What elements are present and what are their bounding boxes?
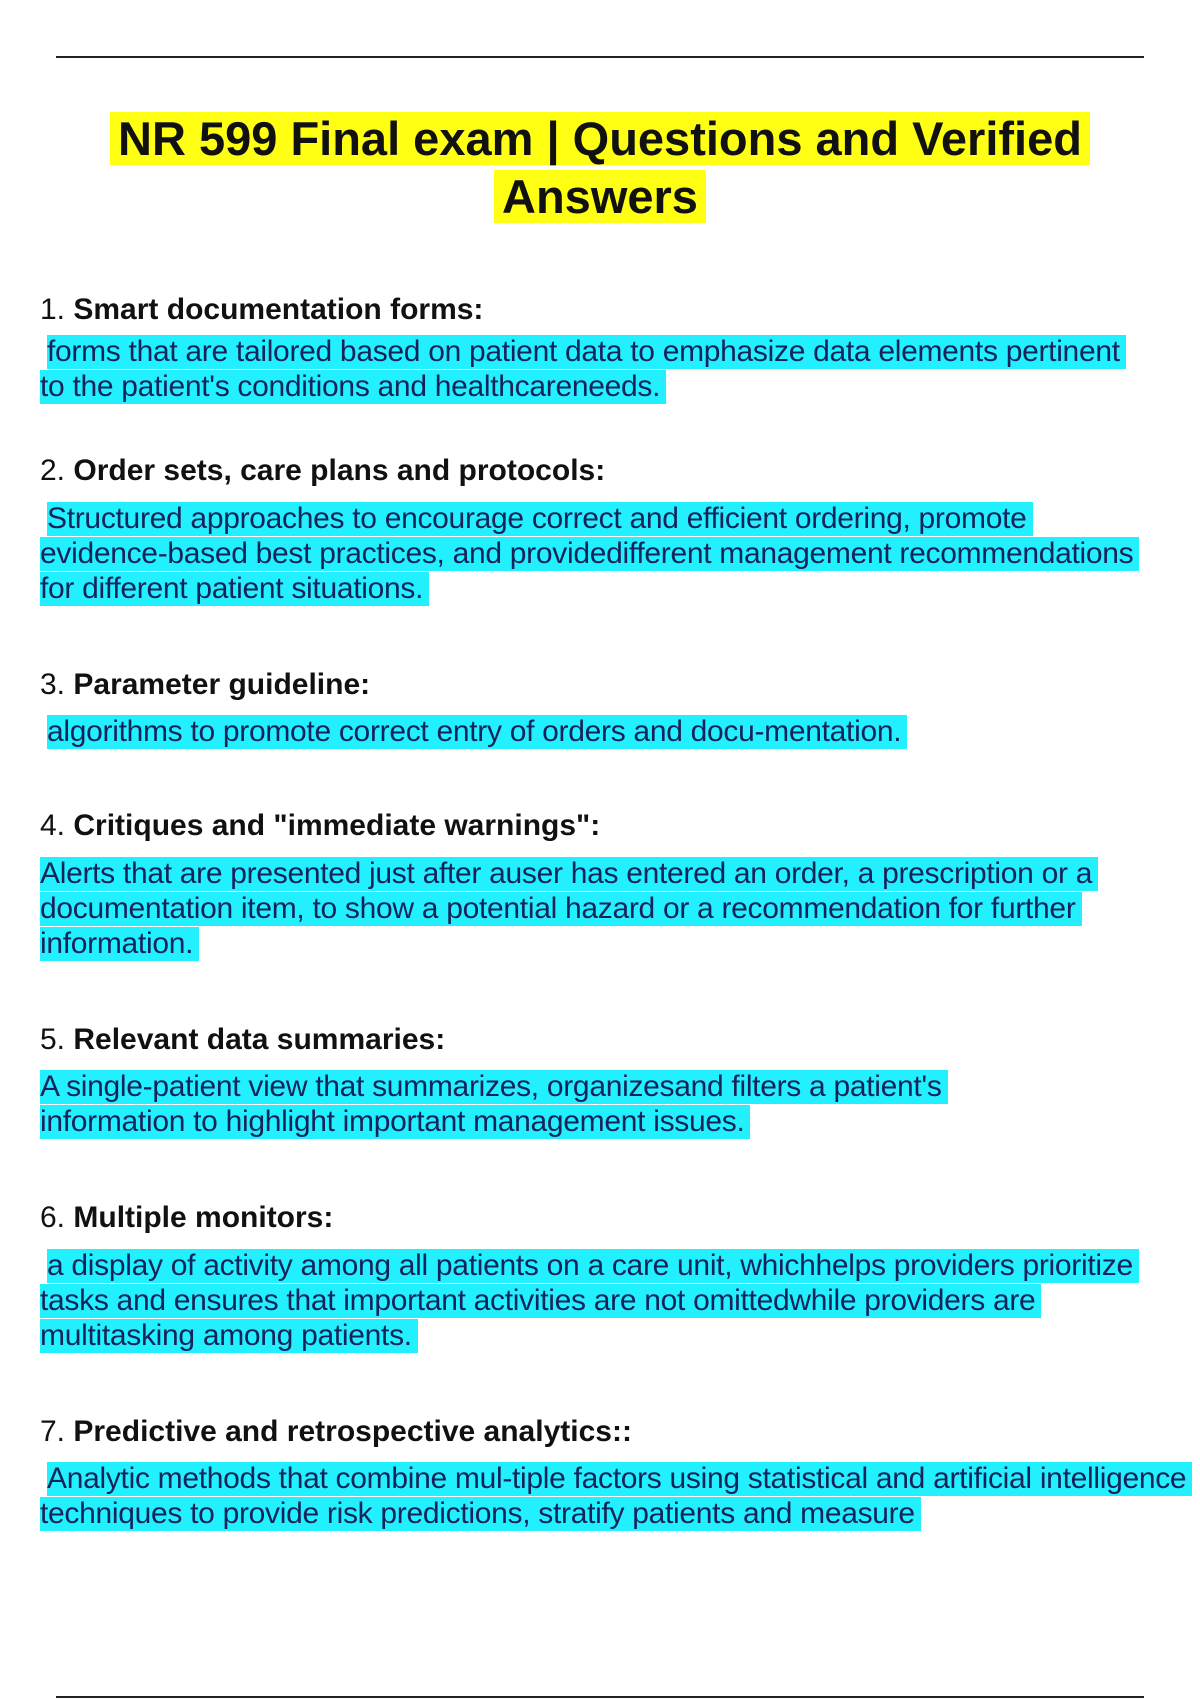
answer-highlight: algorithms to promote correct entry of orders and docu-mentation. xyxy=(47,715,907,749)
top-rule xyxy=(56,56,1144,58)
question-6 xyxy=(40,1200,1190,1236)
question-number: 4. xyxy=(40,809,66,842)
qa-item-6 xyxy=(40,1200,1190,1353)
qa-item-2 xyxy=(40,453,1190,606)
answer-highlight: Alerts that are presented just after auser has entered an order, a prescription or a documentation item, to show a potential hazard or a recommendation for further information. xyxy=(40,857,1098,961)
answer-1 xyxy=(40,334,1120,404)
question-text: Multiple monitors: xyxy=(73,1201,334,1234)
qa-item-7 xyxy=(40,1414,1190,1531)
qa-item-4 xyxy=(40,808,1190,961)
document-title xyxy=(40,110,1160,226)
question-number: 7. xyxy=(40,1415,66,1448)
answer-6 xyxy=(40,1248,1190,1353)
answer-7 xyxy=(40,1461,1190,1531)
title-highlight: NR 599 Final exam | Questions and Verified Answers xyxy=(110,112,1090,223)
question-text: Predictive and retrospective analytics:: xyxy=(73,1415,632,1448)
answer-5 xyxy=(40,1069,1080,1139)
answer-3 xyxy=(40,714,1140,749)
bottom-rule xyxy=(56,1696,1144,1698)
answer-4 xyxy=(40,856,1190,961)
question-number: 3. xyxy=(40,668,66,701)
question-number: 1. xyxy=(40,293,66,326)
question-1 xyxy=(40,292,1190,328)
qa-item-3 xyxy=(40,667,1190,749)
qa-item-1 xyxy=(40,292,1190,404)
answer-highlight: A single-patient view that summarizes, organizesand filters a patient's information to highlight important management issues. xyxy=(40,1070,948,1139)
answer-highlight: Analytic methods that combine mul-tiple factors using statistical and artificial intelligence techniques to provide risk predictions, stratify patients and measure xyxy=(40,1462,1192,1531)
question-7 xyxy=(40,1414,1190,1450)
question-number: 6. xyxy=(40,1201,66,1234)
question-number: 5. xyxy=(40,1023,66,1056)
answer-2 xyxy=(40,501,1150,606)
question-number: 2. xyxy=(40,454,66,487)
question-text: Parameter guideline: xyxy=(73,668,371,701)
question-2 xyxy=(40,453,1190,489)
question-text: Critiques and "immediate warnings": xyxy=(73,809,601,842)
question-4 xyxy=(40,808,1190,844)
answer-highlight: forms that are tailored based on patient data to emphasize data elements pertinent to the patient's conditions and healthcareneeds. xyxy=(40,335,1126,404)
question-text: Smart documentation forms: xyxy=(73,293,484,326)
question-text: Order sets, care plans and protocols: xyxy=(73,454,606,487)
answer-highlight: Structured approaches to encourage correct and efficient ordering, promote evidence-based best practices, and providedifferent management recommendations for different patient situations. xyxy=(40,502,1139,606)
question-text: Relevant data summaries: xyxy=(73,1023,446,1056)
answer-highlight: a display of activity among all patients on a care unit, whichhelps providers prioritize tasks and ensures that important activities are not omittedwhile providers are multitasking among patients. xyxy=(40,1249,1139,1353)
question-3 xyxy=(40,667,1190,703)
qa-item-5 xyxy=(40,1022,1190,1139)
question-5 xyxy=(40,1022,1190,1058)
